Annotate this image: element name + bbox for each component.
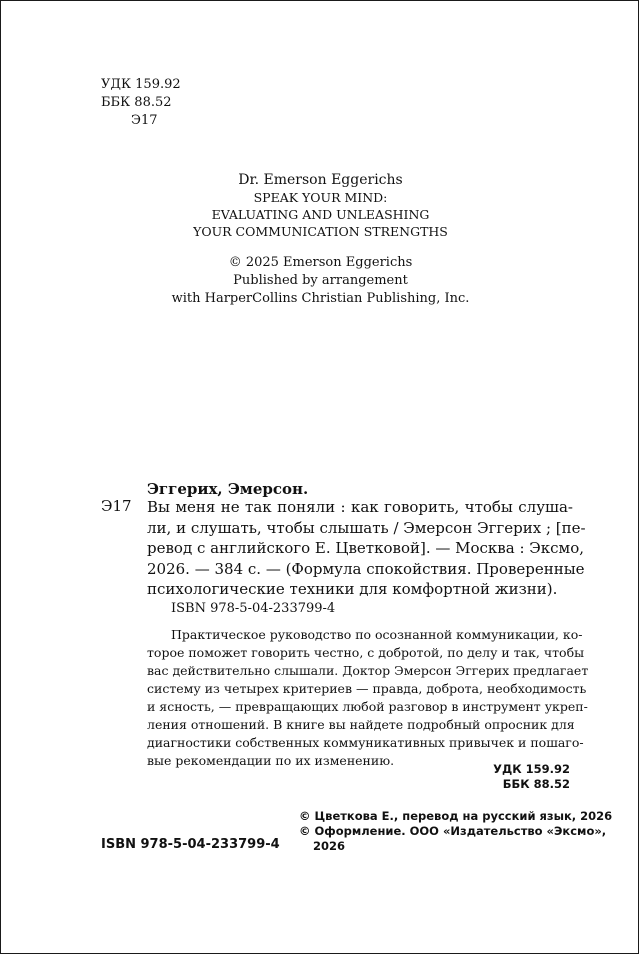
annotation-line: вас действительно слышали. Доктор Эмерсон Эггерих предлагает — [147, 663, 589, 678]
bottom-bbk: ББК 88.52 — [502, 777, 570, 791]
annotation-line: систему из четырех критериев — правда, доброта, необходимость — [147, 681, 587, 696]
description-line: ли, и слушать, чтобы слышать / Эмерсон Эггерих ; [пе- — [147, 518, 586, 537]
annotation-line: диагностики собственных коммуникативных привычек и пошаго- — [147, 735, 584, 750]
annotation — [147, 626, 589, 770]
bottom-udk: УДК 159.92 — [493, 762, 570, 776]
catalog-author-heading: Эггерих, Эмерсон. — [147, 480, 309, 498]
original-rights-block — [1, 254, 639, 308]
catalog-isbn: ISBN 978-5-04-233799-4 — [171, 601, 336, 616]
bbk-code: ББК 88.52 — [101, 95, 172, 110]
description-line: ревод с английского Е. Цветковой]. — Москва : Эксмо, — [147, 539, 584, 557]
annotation-line: вые рекомендации по их изменению. — [147, 753, 395, 768]
original-title-block — [1, 171, 639, 240]
copyright-notices — [299, 809, 612, 854]
translation-copyright: © Цветкова Е., перевод на русский язык, 2026 — [299, 809, 613, 823]
original-copyright: © 2025 Emerson Eggerichs — [228, 255, 413, 270]
author-mark: Э17 — [131, 113, 158, 128]
bottom-isbn: ISBN 978-5-04-233799-4 — [101, 837, 280, 852]
description-line: Вы меня не так поняли : как говорить, чтобы слуша- — [147, 498, 573, 516]
description-line: психологические техники для комфортной жизни). — [147, 580, 558, 598]
annotation-line: Практическое руководство по осознанной коммуникации, ко- — [171, 627, 583, 642]
catalog-description — [147, 497, 586, 600]
annotation-line: ления отношений. В книге вы найдете подробный опросник для — [147, 717, 575, 732]
udk-code: УДК 159.92 — [101, 77, 181, 92]
annotation-line: торое поможет говорить честно, с добротой, по делу и так, чтобы — [147, 645, 585, 660]
annotation-line: и ясность, — превращающих любой разговор в инструмент укреп- — [147, 699, 588, 714]
design-copyright-year: 2026 — [313, 839, 346, 853]
design-copyright: © Оформление. ООО «Издательство «Эксмо», — [299, 824, 607, 838]
arrangement-line: Published by arrangement — [233, 273, 408, 288]
description-line: 2026. — 384 с. — (Формула спокойствия. Проверенные — [147, 559, 585, 578]
original-title-line: YOUR COMMUNICATION STRENGTHS — [193, 224, 448, 239]
bottom-classification-codes — [493, 762, 570, 792]
original-title-line: EVALUATING AND UNLEASHING — [211, 207, 430, 222]
catalog-author-mark: Э17 — [101, 497, 132, 515]
publisher-line: with HarperCollins Christian Publishing, Inc. — [171, 291, 470, 306]
original-title-line: SPEAK YOUR MIND: — [253, 190, 388, 205]
original-author: Dr. Emerson Eggerichs — [238, 172, 403, 188]
classification-codes — [101, 76, 181, 130]
